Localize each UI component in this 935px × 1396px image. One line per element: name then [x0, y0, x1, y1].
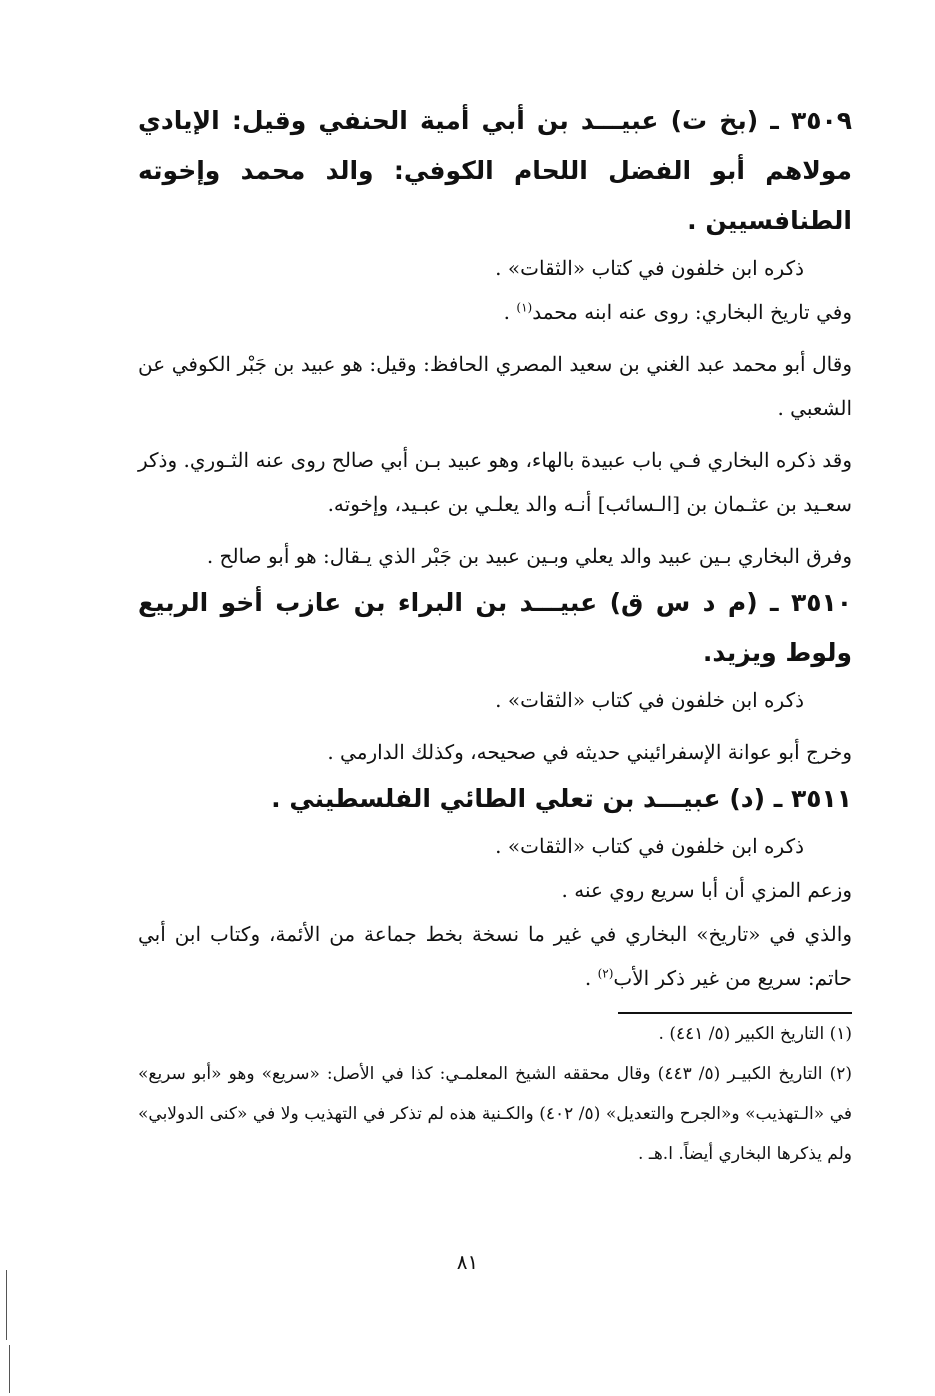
- footnote-2: (٢) التاريخ الكبيـر (٥/ ٤٤٣) وقال محققه الشيخ المعلمـي: كذا في الأصل: «سريع» وهو «أبو سريع» في «الـتهذيب» و«الجرح والتعديل» (٥/ ٤٠٢) والكـنية هذه لم تذكر في التهذيب ولا في «كنى الدولابي» ولم يذكرها البخاري أيضاً. ا.هـ .: [138, 1064, 852, 1164]
- entry-paragraph: وزعم المزي أن أبا سريع روي عنه .: [561, 878, 852, 902]
- entry-heading: ٣٥١٠ ـ (م د س ق) عبيـــد بن البراء بن عازب أخو الربيع ولوط ويزيد.: [138, 588, 852, 667]
- footnote-ref: (١): [516, 300, 533, 315]
- entry-paragraph: وفرق البخاري بـين عبيد والد يعلي وبـين عبيد بن جَبْر الذي يـقال: هو أبو صالح .: [206, 544, 852, 568]
- entry-3509: [138, 96, 852, 578]
- entry-paragraph: [138, 290, 852, 334]
- paragraph-text: وفي تاريخ البخاري: روى عنه ابنه محمد: [532, 300, 852, 324]
- entry-paragraph: ذكره ابن خلفون في كتاب «الثقات» .: [495, 256, 804, 280]
- paragraph-end: .: [503, 300, 517, 324]
- entry-heading: ٣٥١١ ـ (د) عبيـــد بن تعلي الطائي الفلسطيني .: [271, 784, 852, 813]
- entry-paragraph: وقد ذكره البخاري فـي باب عبيدة بالهاء، وهو عبيد بـن أبي صالح روى عنه الثـوري. وذكر سعـيد بن عثـمان بن [الـسائب] أنـه والد يعلـي بن عبـيد، وإخوته.: [138, 448, 852, 516]
- page-number: ٨١: [456, 1250, 479, 1274]
- book-page: [138, 96, 852, 1174]
- entry-paragraph: ذكره ابن خلفون في كتاب «الثقات» .: [495, 834, 804, 858]
- entry-3511: [138, 774, 852, 1000]
- entry-paragraph: وقال أبو محمد عبد الغني بن سعيد المصري الحافظ: وقيل: هو عبيد بن جَبْر الكوفي عن الشعبي .: [138, 352, 852, 420]
- scan-edge-mark: [9, 1345, 10, 1393]
- paragraph-text: والذي في «تاريخ» البخاري في غير ما نسخة بخط جماعة من الأئمة، وكتاب ابن أبي حاتم: سريع من غير ذكر الأب: [138, 922, 852, 990]
- entry-paragraph: [138, 912, 852, 1000]
- footnotes: [138, 1014, 852, 1174]
- footnote-ref: (٢): [597, 966, 614, 981]
- scan-edge-mark: [6, 1270, 7, 1340]
- entry-paragraph: ذكره ابن خلفون في كتاب «الثقات» .: [495, 688, 804, 712]
- entry-paragraph: وخرج أبو عوانة الإسفرائيني حديثه في صحيحه، وكذلك الدارمي .: [327, 740, 852, 764]
- footnote-1: (١) التاريخ الكبير (٥/ ٤٤١) .: [658, 1024, 852, 1044]
- entry-3510: [138, 578, 852, 774]
- entry-heading: ٣٥٠٩ ـ (بخ ت) عبيـــد بن أبي أمية الحنفي وقيل: الإيادي مولاهم أبو الفضل اللحام الكوفي: والد محمد وإخوته الطنافسيين .: [138, 106, 852, 235]
- paragraph-end: .: [584, 966, 598, 990]
